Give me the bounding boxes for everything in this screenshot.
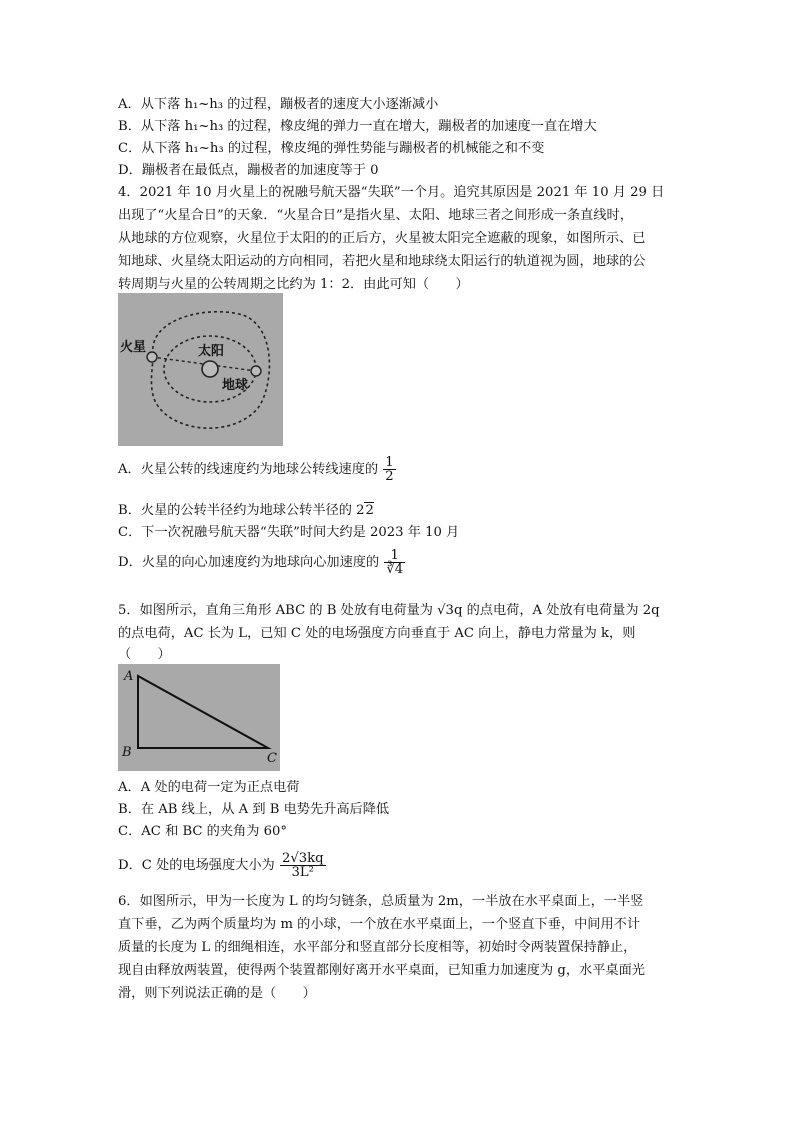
- sun-label: 太阳: [198, 344, 225, 359]
- fraction-denominator: 3L²: [291, 865, 314, 880]
- q5-stem-line: （ ）: [118, 647, 171, 662]
- q4-stem-line: 知地球、火星绕太阳运动的方向相同，若把火星和地球绕太阳运行的轨道视为圆，地球的公: [118, 254, 646, 269]
- mars-label: 火星: [120, 340, 147, 355]
- fraction: [384, 549, 405, 576]
- fraction-denominator: 2: [385, 469, 394, 484]
- q5-triangle-figure: [118, 664, 280, 771]
- earth-dot: [251, 366, 261, 376]
- vertex-a-label: A: [124, 669, 134, 684]
- q6-stem-line: 滑，则下列说法正确的是（ ）: [118, 986, 316, 1001]
- earth-label: 地球: [222, 378, 249, 393]
- triangle-abc: [138, 676, 268, 748]
- q5-option-a: A．A 处的电荷一定为正点电荷: [118, 780, 300, 795]
- q4-option-b: [118, 502, 374, 520]
- q3-option-a: A．从下落 h₁~h₃ 的过程，蹦极者的速度大小逐渐减小: [118, 97, 439, 112]
- q4-option-b-text: B．火星的公转半径约为地球公转半径的 2: [118, 503, 365, 518]
- q6-stem-line: 直下垂，乙为两个质量均为 m 的小球，一个放在水平桌面上，一个竖直下垂，中间用不计: [118, 917, 641, 932]
- fraction: [383, 456, 395, 483]
- q4-stem-line: 4．2021 年 10 月火星上的祝融号航天器“失联”一个月。追究其原因是 2021 年 10 月 29 日: [118, 185, 665, 200]
- q6-stem-line: 6．如图所示，甲为一长度为 L 的均匀链条，总质量为 2m，一半放在水平桌面上，一半竖: [118, 894, 644, 909]
- q4-stem-line: 转周期与火星的公转周期之比约为 1：2．由此可知（ ）: [118, 277, 469, 292]
- fraction-numerator: 1: [385, 455, 394, 470]
- sun-dot: [202, 361, 218, 377]
- q5-option-d-text: D．C 处的电场强度大小为: [118, 858, 275, 873]
- triangle-diagram: [118, 664, 280, 771]
- q4-option-a-text: A．火星公转的线速度约为地球公转线速度的: [118, 462, 379, 477]
- fraction-numerator: 2√3kq: [281, 851, 324, 866]
- q4-option-c: C．下一次祝融号航天器“失联”时间大约是 2023 年 10 月: [118, 525, 460, 540]
- q6-stem-line: 现自由释放两装置，使得两个装置都刚好离开水平桌面，已知重力加速度为 g，水平桌面光: [118, 963, 645, 978]
- fraction: [280, 852, 326, 879]
- fraction-denominator: ∛4: [386, 562, 404, 577]
- mars-dot: [147, 352, 157, 362]
- vertex-b-label: B: [122, 745, 132, 760]
- q5-stem-line: 5．如图所示，直角三角形 ABC 的 B 处放有电荷量为 √3q 的点电荷，A 处放有电荷量为 2q: [118, 603, 660, 618]
- q3-option-c: C．从下落 h₁~h₃ 的过程，橡皮绳的弹性势能与蹦极者的机械能之和不变: [118, 141, 545, 156]
- q4-option-a: [118, 456, 396, 483]
- q4-stem-line: 出现了“火星合日”的天象．“火星合日”是指火星、太阳、地球三者之间形成一条直线时，: [118, 208, 633, 223]
- fraction-numerator: 1: [384, 549, 405, 563]
- q3-option-d: D．蹦极者在最低点，蹦极者的加速度等于 0: [118, 163, 379, 178]
- q6-stem-line: 质量的长度为 L 的细绳相连，水平部分和竖直部分长度相等，初始时令两装置保持静止，: [118, 940, 637, 955]
- q5-stem-line: 的点电荷，AC 长为 L，已知 C 处的电场强度方向垂直于 AC 向上，静电力常量为 k，则: [118, 626, 636, 641]
- q4-option-d-text: D．火星的向心加速度约为地球向心加速度的: [118, 555, 380, 570]
- q5-option-b: B．在 AB 线上，从 A 到 B 电势先升高后降低: [118, 802, 390, 817]
- orbit-diagram: [118, 293, 283, 446]
- q4-orbit-figure: [118, 293, 283, 446]
- q3-option-b: B．从下落 h₁~h₃ 的过程，橡皮绳的弹力一直在增大，蹦极者的加速度一直在增大: [118, 119, 597, 134]
- vertex-c-label: C: [267, 751, 277, 766]
- q5-option-c: C．AC 和 BC 的夹角为 60°: [118, 824, 287, 839]
- sqrt-radicand: 2: [365, 503, 374, 518]
- q4-stem-line: 从地球的方位观察，火星位于太阳的的正后方，火星被太阳完全遮蔽的现象，如图所示、已: [118, 231, 646, 246]
- q4-option-d: [118, 549, 405, 576]
- q5-option-d: [118, 852, 326, 879]
